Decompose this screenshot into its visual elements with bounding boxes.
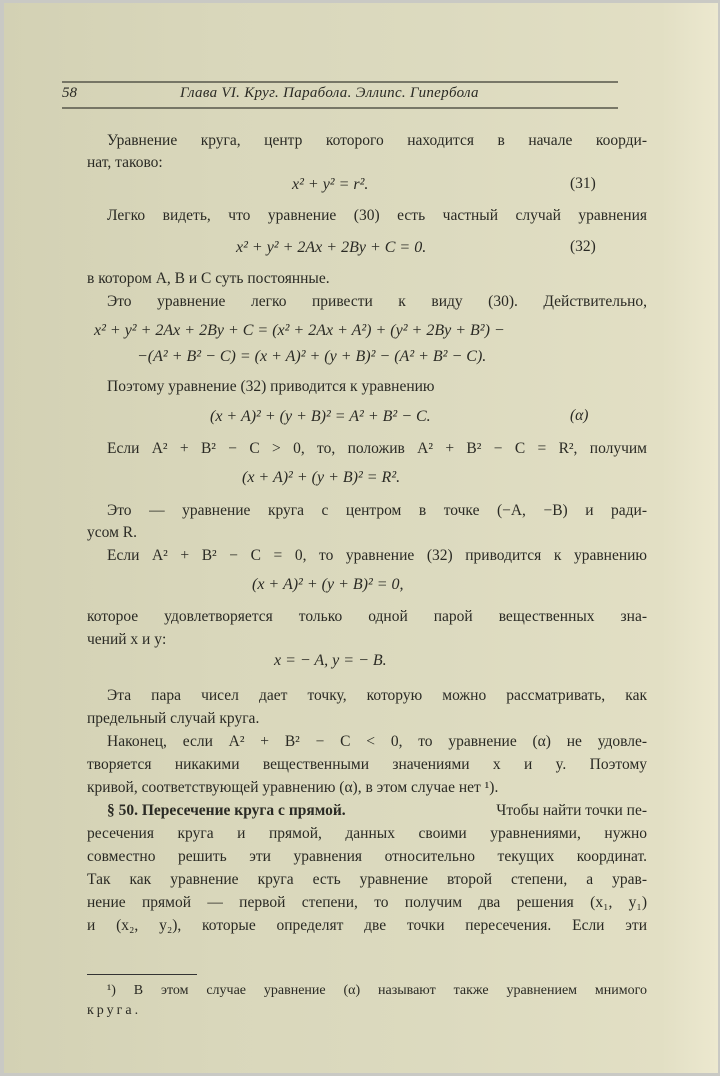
- equation-alpha: (x + A)² + (y + B)² = A² + B² − C.: [210, 408, 431, 425]
- header-rule-top: [62, 81, 618, 83]
- header-rule-bottom: [62, 107, 618, 109]
- text-line: совместно решить эти уравнения относительно текущих координат.: [87, 848, 647, 865]
- equation-number: (α): [570, 407, 589, 424]
- text-line: Легко видеть, что уравнение (30) есть частный случай уравнения: [107, 207, 647, 224]
- text-line: предельный случай круга.: [87, 710, 260, 727]
- footnote-line: круга.: [87, 1003, 142, 1018]
- text-line: ресечения круга и прямой, данных своими уравнениями, нужно: [87, 825, 647, 842]
- text-line: усом R.: [87, 524, 137, 541]
- text-line: Уравнение круга, центр которого находится в начале коорди-: [107, 132, 647, 149]
- text-line: Если A² + B² − C = 0, то уравнение (32) приводится к уравнению: [107, 547, 647, 564]
- footnote-rule: [87, 974, 197, 975]
- equation-r: (x + A)² + (y + B)² = R².: [242, 469, 401, 486]
- text-line: Если A² + B² − C > 0, то, положив A² + B² − C = R², получим: [107, 440, 647, 457]
- footnote-line: ¹) В этом случае уравнение (α) называют также уравнением мнимого: [107, 983, 647, 998]
- text-line: Это уравнение легко привести к виду (30). Действительно,: [107, 293, 647, 310]
- equation-expansion-1: x² + y² + 2Ax + 2By + C = (x² + 2Ax + A²) + (y² + 2By + B²) −: [94, 322, 505, 339]
- text-line: Эта пара чисел дает точку, которую можно рассматривать, как: [107, 687, 647, 704]
- equation-zero: (x + A)² + (y + B)² = 0,: [252, 576, 404, 593]
- section-50-line: [107, 801, 647, 821]
- text-line: Так как уравнение круга есть уравнение второй степени, а урав-: [87, 871, 647, 888]
- text-line: творяется никакими вещественными значениями x и y. Поэтому: [87, 756, 647, 773]
- running-title: Глава VI. Круг. Парабола. Эллипс. Гипербола: [180, 85, 479, 101]
- text-line: которое удовлетворяется только одной парой вещественных зна-: [87, 608, 647, 625]
- text-line: кривой, соответствующей уравнению (α), в этом случае нет ¹).: [87, 779, 499, 796]
- equation-expansion-2: −(A² + B² − C) = (x + A)² + (y + B)² − (A² + B² − C).: [137, 348, 487, 365]
- section-heading: § 50. Пересечение круга с прямой.: [107, 802, 346, 819]
- text-line: чений x и y:: [87, 631, 167, 648]
- text-line: Поэтому уравнение (32) приводится к уравнению: [107, 378, 435, 395]
- text-line: нат, таково:: [87, 154, 163, 171]
- equation-point: x = − A, y = − B.: [274, 652, 387, 669]
- book-page: [4, 3, 718, 1073]
- equation-31: x² + y² = r².: [292, 176, 369, 193]
- equation-number: (32): [570, 238, 596, 255]
- text-line: Наконец, если A² + B² − C < 0, то уравнение (α) не удовле-: [107, 733, 647, 750]
- equation-number: (31): [570, 175, 596, 192]
- text-line: и (x₂, y₂), которые определят две точки пересечения. Если эти: [87, 917, 647, 934]
- text-line: нение прямой — первой степени, то получим два решения (x₁, y₁): [87, 894, 647, 911]
- text-line: Чтобы найти точки пе-: [496, 802, 647, 819]
- text-line: в котором A, B и C суть постоянные.: [87, 270, 330, 287]
- page-header: [62, 81, 618, 111]
- text-line: Это — уравнение круга с центром в точке (−A, −B) и ради-: [107, 502, 647, 519]
- equation-32: x² + y² + 2Ax + 2By + C = 0.: [236, 239, 427, 256]
- page-number: 58: [62, 85, 77, 101]
